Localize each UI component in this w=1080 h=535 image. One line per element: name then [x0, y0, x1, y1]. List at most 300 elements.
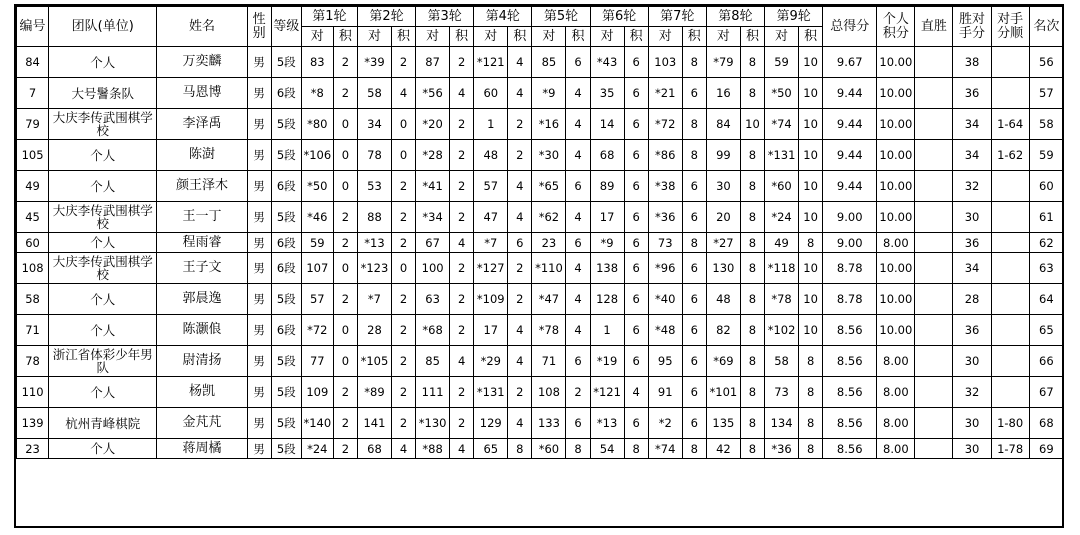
cell-direct: [915, 315, 953, 346]
cell-round-7-opponent: *74: [648, 439, 682, 459]
cell-round-9-opponent: 59: [765, 47, 799, 78]
cell-name: 陈澍: [157, 140, 247, 171]
cell-round-9-opponent: *78: [765, 284, 799, 315]
cell-round-8-opponent: *27: [706, 233, 740, 253]
cell-gender: 男: [247, 202, 271, 233]
cell-round-3-points: 2: [450, 408, 474, 439]
cell-round-1-points: 2: [333, 78, 357, 109]
cell-round-3-points: 2: [450, 140, 474, 171]
cell-rank: 60: [1029, 171, 1063, 202]
cell-round-7-opponent: 95: [648, 346, 682, 377]
cell-rank: 56: [1029, 47, 1063, 78]
cell-round-6-points: 6: [624, 284, 648, 315]
cell-team: 个人: [49, 439, 157, 459]
cell-round-1-opponent: 57: [301, 284, 333, 315]
cell-rank: 57: [1029, 78, 1063, 109]
cell-round-1-opponent: *24: [301, 439, 333, 459]
cell-round-6-points: 6: [624, 408, 648, 439]
cell-no: 49: [17, 171, 49, 202]
table-row: [17, 78, 1064, 109]
cell-direct: [915, 78, 953, 109]
cell-personal: 10.00: [877, 78, 915, 109]
standings-table: [16, 6, 1064, 459]
cell-round-2-opponent: *105: [357, 346, 391, 377]
cell-round-8-points: 8: [740, 202, 764, 233]
cell-sos: 30: [953, 439, 991, 459]
cell-direct: [915, 284, 953, 315]
cell-round-8-opponent: *101: [706, 377, 740, 408]
col-header-round-9: 第9轮: [765, 7, 823, 27]
cell-sb: 1-62: [991, 140, 1029, 171]
cell-round-2-points: 2: [392, 408, 416, 439]
cell-round-2-points: 4: [392, 439, 416, 459]
cell-gender: 男: [247, 140, 271, 171]
cell-round-7-points: 8: [682, 233, 706, 253]
cell-total: 9.00: [823, 202, 877, 233]
cell-round-3-opponent: *41: [416, 171, 450, 202]
cell-round-9-opponent: 73: [765, 377, 799, 408]
cell-name: 颜王泽木: [157, 171, 247, 202]
cell-round-8-points: 8: [740, 439, 764, 459]
col-header-round-1: 第1轮: [301, 7, 357, 27]
cell-gender: 男: [247, 408, 271, 439]
cell-round-6-opponent: 54: [590, 439, 624, 459]
cell-round-1-points: 0: [333, 171, 357, 202]
cell-round-5-points: 4: [566, 202, 590, 233]
cell-round-5-opponent: 71: [532, 346, 566, 377]
col-header-round-6: 第6轮: [590, 7, 648, 27]
cell-sb: [991, 315, 1029, 346]
cell-round-9-points: 10: [799, 202, 823, 233]
col-header-rank: 名次: [1029, 7, 1063, 47]
cell-round-8-points: 8: [740, 346, 764, 377]
cell-name: 蒋周橘: [157, 439, 247, 459]
cell-round-9-points: 8: [799, 233, 823, 253]
cell-round-7-opponent: *40: [648, 284, 682, 315]
cell-round-9-points: 10: [799, 140, 823, 171]
col-header-round-3: 第3轮: [416, 7, 474, 27]
cell-round-1-opponent: *72: [301, 315, 333, 346]
cell-round-5-points: 4: [566, 78, 590, 109]
col-header-round-7: 第7轮: [648, 7, 706, 27]
cell-personal: 10.00: [877, 202, 915, 233]
cell-gender: 男: [247, 47, 271, 78]
cell-round-7-points: 8: [682, 439, 706, 459]
cell-round-3-opponent: 100: [416, 253, 450, 284]
cell-team: 个人: [49, 47, 157, 78]
cell-round-6-opponent: 14: [590, 109, 624, 140]
cell-round-8-points: 8: [740, 253, 764, 284]
cell-round-8-opponent: 135: [706, 408, 740, 439]
cell-round-3-opponent: 85: [416, 346, 450, 377]
cell-sb: [991, 284, 1029, 315]
cell-level: 5段: [271, 47, 301, 78]
cell-round-6-opponent: 89: [590, 171, 624, 202]
cell-round-1-opponent: 83: [301, 47, 333, 78]
cell-no: 79: [17, 109, 49, 140]
cell-round-2-points: 2: [392, 202, 416, 233]
cell-round-3-points: 2: [450, 253, 474, 284]
cell-round-3-opponent: 87: [416, 47, 450, 78]
cell-round-2-points: 4: [392, 78, 416, 109]
cell-round-4-opponent: 17: [474, 315, 508, 346]
col-header-opponent: 对: [765, 27, 799, 47]
cell-no: 110: [17, 377, 49, 408]
cell-name: 马恩博: [157, 78, 247, 109]
cell-round-5-opponent: 108: [532, 377, 566, 408]
cell-level: 6段: [271, 233, 301, 253]
cell-round-9-opponent: *118: [765, 253, 799, 284]
cell-personal: 10.00: [877, 109, 915, 140]
table-row: [17, 140, 1064, 171]
cell-total: 8.56: [823, 346, 877, 377]
cell-sos: 36: [953, 78, 991, 109]
cell-round-7-points: 8: [682, 47, 706, 78]
cell-rank: 58: [1029, 109, 1063, 140]
cell-round-7-opponent: 73: [648, 233, 682, 253]
cell-round-9-points: 8: [799, 377, 823, 408]
cell-round-6-opponent: 138: [590, 253, 624, 284]
cell-round-4-points: 2: [508, 253, 532, 284]
col-header-points: 积: [799, 27, 823, 47]
col-header-points: 积: [740, 27, 764, 47]
cell-name: 杨凯: [157, 377, 247, 408]
cell-personal: 8.00: [877, 377, 915, 408]
cell-sos: 32: [953, 377, 991, 408]
cell-round-3-opponent: *130: [416, 408, 450, 439]
cell-no: 7: [17, 78, 49, 109]
cell-name: 李泽禹: [157, 109, 247, 140]
cell-round-7-points: 6: [682, 253, 706, 284]
cell-direct: [915, 346, 953, 377]
cell-round-6-points: 6: [624, 315, 648, 346]
cell-round-4-opponent: 60: [474, 78, 508, 109]
cell-round-5-points: 2: [566, 377, 590, 408]
cell-name: 王子文: [157, 253, 247, 284]
col-header-opponent: 对: [301, 27, 333, 47]
cell-round-1-opponent: *106: [301, 140, 333, 171]
cell-round-6-opponent: *13: [590, 408, 624, 439]
cell-round-7-points: 8: [682, 140, 706, 171]
cell-round-2-opponent: 68: [357, 439, 391, 459]
cell-round-8-points: 8: [740, 233, 764, 253]
col-header-sos: 胜对手分: [953, 7, 991, 47]
cell-round-1-points: 2: [333, 284, 357, 315]
cell-round-5-points: 6: [566, 346, 590, 377]
cell-round-4-points: 2: [508, 140, 532, 171]
cell-total: 8.56: [823, 315, 877, 346]
cell-gender: 男: [247, 171, 271, 202]
col-header-round-5: 第5轮: [532, 7, 590, 27]
cell-round-1-opponent: 77: [301, 346, 333, 377]
cell-round-9-opponent: 58: [765, 346, 799, 377]
cell-round-9-points: 10: [799, 315, 823, 346]
cell-round-7-points: 6: [682, 78, 706, 109]
cell-round-4-opponent: 65: [474, 439, 508, 459]
cell-round-9-points: 8: [799, 439, 823, 459]
col-header-points: 积: [450, 27, 474, 47]
table-row: [17, 202, 1064, 233]
cell-round-6-opponent: *19: [590, 346, 624, 377]
cell-direct: [915, 202, 953, 233]
cell-direct: [915, 253, 953, 284]
cell-sos: 34: [953, 109, 991, 140]
cell-sb: [991, 233, 1029, 253]
cell-level: 5段: [271, 284, 301, 315]
cell-round-9-opponent: *74: [765, 109, 799, 140]
cell-team: 大庆李传武围棋学校: [49, 109, 157, 140]
cell-round-3-opponent: 111: [416, 377, 450, 408]
cell-level: 6段: [271, 78, 301, 109]
cell-round-8-opponent: 82: [706, 315, 740, 346]
cell-level: 5段: [271, 109, 301, 140]
cell-round-5-points: 6: [566, 233, 590, 253]
cell-name: 郭晨逸: [157, 284, 247, 315]
cell-round-6-opponent: 1: [590, 315, 624, 346]
cell-sos: 30: [953, 346, 991, 377]
table-body: [17, 47, 1064, 459]
cell-round-8-opponent: 16: [706, 78, 740, 109]
cell-round-3-points: 4: [450, 78, 474, 109]
col-header-personal: 个人积分: [877, 7, 915, 47]
cell-sos: 30: [953, 202, 991, 233]
cell-sb: [991, 377, 1029, 408]
cell-round-5-opponent: *16: [532, 109, 566, 140]
cell-round-4-opponent: *131: [474, 377, 508, 408]
table-row: [17, 171, 1064, 202]
cell-team: 个人: [49, 315, 157, 346]
cell-rank: 66: [1029, 346, 1063, 377]
cell-round-6-points: 6: [624, 47, 648, 78]
table-row: [17, 47, 1064, 78]
cell-total: 9.44: [823, 140, 877, 171]
cell-round-8-points: 8: [740, 47, 764, 78]
cell-round-1-points: 2: [333, 202, 357, 233]
cell-round-3-opponent: *88: [416, 439, 450, 459]
cell-personal: 10.00: [877, 315, 915, 346]
cell-round-7-opponent: *2: [648, 408, 682, 439]
cell-round-5-points: 6: [566, 408, 590, 439]
cell-round-8-opponent: 48: [706, 284, 740, 315]
col-header-opponent: 对: [590, 27, 624, 47]
cell-sb: 1-80: [991, 408, 1029, 439]
cell-round-2-points: 2: [392, 233, 416, 253]
cell-round-1-opponent: *46: [301, 202, 333, 233]
col-header-opponent: 对: [706, 27, 740, 47]
cell-round-4-opponent: *109: [474, 284, 508, 315]
cell-round-4-points: 4: [508, 315, 532, 346]
cell-team: 大庆李传武围棋学校: [49, 253, 157, 284]
cell-round-8-points: 8: [740, 408, 764, 439]
cell-round-3-opponent: *56: [416, 78, 450, 109]
cell-round-8-opponent: 20: [706, 202, 740, 233]
cell-team: 大号鬐条队: [49, 78, 157, 109]
cell-round-4-opponent: *127: [474, 253, 508, 284]
cell-team: 个人: [49, 140, 157, 171]
cell-round-4-points: 4: [508, 408, 532, 439]
col-header-sb: 对手分顺: [991, 7, 1029, 47]
cell-round-5-points: 4: [566, 315, 590, 346]
cell-round-1-points: 0: [333, 315, 357, 346]
cell-total: 9.44: [823, 109, 877, 140]
cell-level: 6段: [271, 171, 301, 202]
cell-round-9-opponent: *131: [765, 140, 799, 171]
cell-round-7-points: 8: [682, 109, 706, 140]
cell-team: 个人: [49, 171, 157, 202]
cell-direct: [915, 377, 953, 408]
cell-round-1-opponent: *8: [301, 78, 333, 109]
col-header-points: 积: [682, 27, 706, 47]
cell-no: 84: [17, 47, 49, 78]
cell-total: 9.44: [823, 78, 877, 109]
cell-round-6-points: 6: [624, 233, 648, 253]
cell-round-1-opponent: 107: [301, 253, 333, 284]
cell-level: 6段: [271, 253, 301, 284]
cell-round-1-points: 0: [333, 140, 357, 171]
cell-round-8-points: 8: [740, 284, 764, 315]
cell-round-4-points: 4: [508, 78, 532, 109]
cell-round-7-opponent: 91: [648, 377, 682, 408]
cell-direct: [915, 439, 953, 459]
cell-round-3-opponent: *20: [416, 109, 450, 140]
col-header-no: 编号: [17, 7, 49, 47]
cell-personal: 8.00: [877, 233, 915, 253]
cell-round-7-opponent: *48: [648, 315, 682, 346]
cell-round-5-points: 4: [566, 109, 590, 140]
col-header-points: 积: [624, 27, 648, 47]
cell-personal: 10.00: [877, 140, 915, 171]
cell-round-8-opponent: *79: [706, 47, 740, 78]
cell-total: 9.44: [823, 171, 877, 202]
cell-name: 陈灏俍: [157, 315, 247, 346]
cell-round-3-points: 4: [450, 439, 474, 459]
cell-team: 个人: [49, 377, 157, 408]
col-header-points: 积: [333, 27, 357, 47]
cell-round-3-points: 2: [450, 284, 474, 315]
cell-name: 金芃芃: [157, 408, 247, 439]
cell-round-2-points: 0: [392, 140, 416, 171]
cell-round-4-points: 8: [508, 439, 532, 459]
cell-round-5-opponent: 133: [532, 408, 566, 439]
col-header-opponent: 对: [357, 27, 391, 47]
cell-level: 5段: [271, 439, 301, 459]
col-header-level: 等级: [271, 7, 301, 47]
cell-personal: 8.00: [877, 408, 915, 439]
cell-round-2-points: 2: [392, 171, 416, 202]
cell-round-5-opponent: *47: [532, 284, 566, 315]
cell-round-6-opponent: *9: [590, 233, 624, 253]
cell-team: 浙江省体彩少年男队: [49, 346, 157, 377]
cell-round-2-opponent: 88: [357, 202, 391, 233]
cell-personal: 10.00: [877, 171, 915, 202]
cell-round-3-points: 2: [450, 47, 474, 78]
cell-round-2-points: 2: [392, 377, 416, 408]
cell-direct: [915, 47, 953, 78]
cell-round-5-points: 4: [566, 140, 590, 171]
cell-round-4-opponent: 57: [474, 171, 508, 202]
cell-round-2-opponent: 58: [357, 78, 391, 109]
table-row: [17, 233, 1064, 253]
cell-round-1-opponent: *50: [301, 171, 333, 202]
col-header-total: 总得分: [823, 7, 877, 47]
cell-round-8-opponent: *69: [706, 346, 740, 377]
cell-name: 王一丁: [157, 202, 247, 233]
cell-round-2-points: 2: [392, 346, 416, 377]
cell-round-2-points: 0: [392, 109, 416, 140]
col-header-points: 积: [566, 27, 590, 47]
cell-gender: 男: [247, 315, 271, 346]
cell-gender: 男: [247, 233, 271, 253]
cell-round-4-points: 4: [508, 346, 532, 377]
cell-round-8-points: 8: [740, 78, 764, 109]
cell-round-9-opponent: 134: [765, 408, 799, 439]
cell-round-6-points: 8: [624, 439, 648, 459]
cell-round-3-points: 2: [450, 315, 474, 346]
cell-gender: 男: [247, 109, 271, 140]
cell-rank: 63: [1029, 253, 1063, 284]
cell-round-7-points: 6: [682, 346, 706, 377]
cell-round-5-points: 4: [566, 253, 590, 284]
cell-round-4-opponent: 48: [474, 140, 508, 171]
cell-no: 23: [17, 439, 49, 459]
cell-round-8-opponent: 42: [706, 439, 740, 459]
cell-round-4-points: 4: [508, 202, 532, 233]
cell-round-3-opponent: 67: [416, 233, 450, 253]
cell-level: 5段: [271, 140, 301, 171]
cell-round-6-opponent: *43: [590, 47, 624, 78]
cell-round-6-opponent: 128: [590, 284, 624, 315]
cell-total: 8.78: [823, 284, 877, 315]
cell-no: 71: [17, 315, 49, 346]
cell-round-1-points: 2: [333, 233, 357, 253]
cell-round-6-points: 6: [624, 78, 648, 109]
cell-team: 杭州青峰棋院: [49, 408, 157, 439]
table-row: [17, 284, 1064, 315]
cell-round-7-opponent: *72: [648, 109, 682, 140]
cell-round-7-points: 6: [682, 284, 706, 315]
cell-round-5-points: 6: [566, 171, 590, 202]
cell-level: 6段: [271, 315, 301, 346]
cell-round-8-opponent: 84: [706, 109, 740, 140]
cell-round-4-points: 2: [508, 284, 532, 315]
cell-no: 139: [17, 408, 49, 439]
cell-round-1-points: 2: [333, 377, 357, 408]
cell-sos: 30: [953, 408, 991, 439]
cell-level: 5段: [271, 202, 301, 233]
cell-round-2-opponent: *123: [357, 253, 391, 284]
cell-round-5-points: 4: [566, 284, 590, 315]
cell-round-7-points: 6: [682, 377, 706, 408]
cell-team: 个人: [49, 284, 157, 315]
cell-round-5-points: 6: [566, 47, 590, 78]
cell-personal: 10.00: [877, 284, 915, 315]
cell-rank: 67: [1029, 377, 1063, 408]
cell-round-8-points: 8: [740, 377, 764, 408]
standings-sheet: [14, 4, 1064, 528]
cell-sos: 36: [953, 315, 991, 346]
cell-no: 60: [17, 233, 49, 253]
cell-round-3-points: 4: [450, 346, 474, 377]
cell-level: 5段: [271, 408, 301, 439]
cell-round-2-opponent: 53: [357, 171, 391, 202]
table-row: [17, 346, 1064, 377]
cell-round-4-opponent: 1: [474, 109, 508, 140]
cell-no: 45: [17, 202, 49, 233]
cell-round-1-points: 0: [333, 109, 357, 140]
cell-round-1-points: 0: [333, 253, 357, 284]
cell-round-6-points: 6: [624, 202, 648, 233]
col-header-direct: 直胜: [915, 7, 953, 47]
